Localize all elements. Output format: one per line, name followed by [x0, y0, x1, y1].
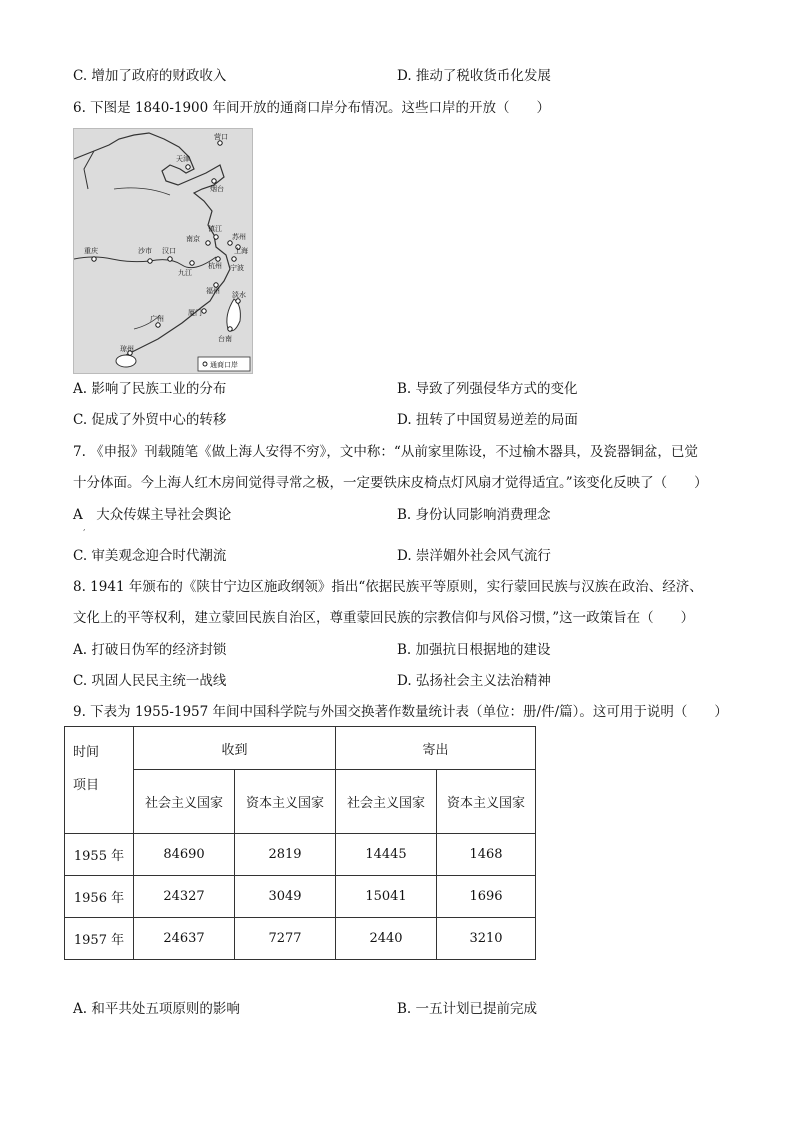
cell-value: 84690: [134, 834, 235, 876]
city-label: 上海: [234, 247, 248, 255]
sub-header: 资本主义国家: [235, 770, 336, 834]
city-label: 天津: [176, 155, 190, 163]
treaty-ports-map: [73, 128, 253, 374]
city-label: 镇江: [208, 225, 222, 233]
q7-option-b: B. 身份认同影响消费理念: [397, 507, 551, 523]
row-year: 1957 年: [65, 918, 134, 960]
row-year: 1955 年: [65, 834, 134, 876]
q5-option-c: C. 增加了政府的财政收入: [73, 68, 227, 84]
exchange-table: [64, 726, 536, 960]
cell-value: 24327: [134, 876, 235, 918]
q9-option-b: B. 一五计划已提前完成: [397, 1001, 538, 1017]
cell-value: 14445: [336, 834, 437, 876]
city-label: 宁波: [230, 264, 244, 272]
q8-option-a: A. 打破日伪军的经济封锁: [73, 642, 227, 658]
city-label: 汉口: [162, 247, 176, 255]
sub-header: 社会主义国家: [336, 770, 437, 834]
q8-option-b: B. 加强抗日根据地的建设: [397, 642, 551, 658]
group-header-received: 收到: [134, 727, 336, 770]
row-year: 1956 年: [65, 876, 134, 918]
city-label: 南京: [186, 235, 200, 243]
city-label: 九江: [178, 269, 192, 277]
q8-option-d: D. 弘扬社会主义法治精神: [397, 673, 551, 689]
group-header-sent: 寄出: [336, 727, 536, 770]
q9-stem: 9. 下表为 1955-1957 年间中国科学院与外国交换著作数量统计表（单位：册/件/篇）。这可用于说明（ ）: [73, 704, 728, 720]
city-label: 苏州: [232, 233, 246, 241]
stray-mark: ,: [83, 523, 86, 532]
q8-stem-line1: 8. 1941 年颁布的《陕甘宁边区施政纲领》指出“依据民族平等原则，实行蒙回民族与汉族在政治、经济、: [73, 579, 703, 595]
sub-header: 资本主义国家: [437, 770, 536, 834]
table-row: [65, 834, 536, 876]
sub-header: 社会主义国家: [134, 770, 235, 834]
cell-value: 24637: [134, 918, 235, 960]
city-label: 烟台: [210, 185, 224, 193]
q6-option-a: A. 影响了民族工业的分布: [73, 381, 227, 397]
city-label: 沙市: [138, 247, 152, 255]
legend-label: 通商口岸: [210, 361, 238, 369]
map-figure: [74, 129, 252, 373]
q7-stem-line1: 7. 《申报》刊载随笔《做上海人安得不穷》，文中称：“从前家里陈设，不过榆木器具，及瓷器铜盆，已觉: [73, 444, 698, 460]
city-label: 台南: [218, 335, 232, 343]
q6-stem: 6. 下图是 1840-1900 年间开放的通商口岸分布情况。这些口岸的开放（ ）: [73, 100, 551, 116]
city-label: 杭州: [208, 262, 222, 270]
q9-option-a: A. 和平共处五项原则的影响: [73, 1001, 240, 1017]
q8-option-c: C. 巩固人民民主统一战线: [73, 673, 227, 689]
table-corner-cell: [65, 727, 134, 834]
city-label: 淡水: [232, 291, 246, 299]
q5-option-d: D. 推动了税收货币化发展: [397, 68, 551, 84]
q6-option-c: C. 促成了外贸中心的转移: [73, 412, 227, 428]
city-label: 琼州: [120, 345, 134, 353]
q6-option-d: D. 扭转了中国贸易逆差的局面: [397, 412, 578, 428]
map-legend: [198, 357, 250, 371]
table-row: [65, 918, 536, 960]
q7-option-a: A 大众传媒主导社会舆论: [73, 507, 232, 523]
cell-value: 2440: [336, 918, 437, 960]
table-row: [65, 876, 536, 918]
city-label: 广州: [150, 315, 164, 323]
cell-value: 3049: [235, 876, 336, 918]
cell-value: 15041: [336, 876, 437, 918]
city-label: 重庆: [84, 247, 98, 255]
cell-value: 1468: [437, 834, 536, 876]
cell-value: 7277: [235, 918, 336, 960]
q6-option-b: B. 导致了列强侵华方式的变化: [397, 381, 578, 397]
q7-option-d: D. 崇洋媚外社会风气流行: [397, 548, 551, 564]
cell-value: 1696: [437, 876, 536, 918]
corner-top-label: 时间: [73, 745, 100, 760]
cell-value: 2819: [235, 834, 336, 876]
cell-value: 3210: [437, 918, 536, 960]
city-label: 厦门: [188, 309, 202, 317]
city-label: 营口: [214, 133, 228, 141]
corner-bottom-label: 项目: [73, 778, 100, 793]
q7-stem-line2: 十分体面。今上海人红木房间觉得寻常之极，一定要铁床皮椅点灯风扇才觉得适宜。”该变化反映了（ ）: [73, 475, 708, 491]
q8-stem-line2: 文化上的平等权利，建立蒙回民族自治区，尊重蒙回民族的宗教信仰与风俗习惯，”这一政策旨在（ ）: [73, 610, 695, 626]
q7-option-c: C. 审美观念迎合时代潮流: [73, 548, 227, 564]
city-label: 福州: [206, 287, 220, 295]
